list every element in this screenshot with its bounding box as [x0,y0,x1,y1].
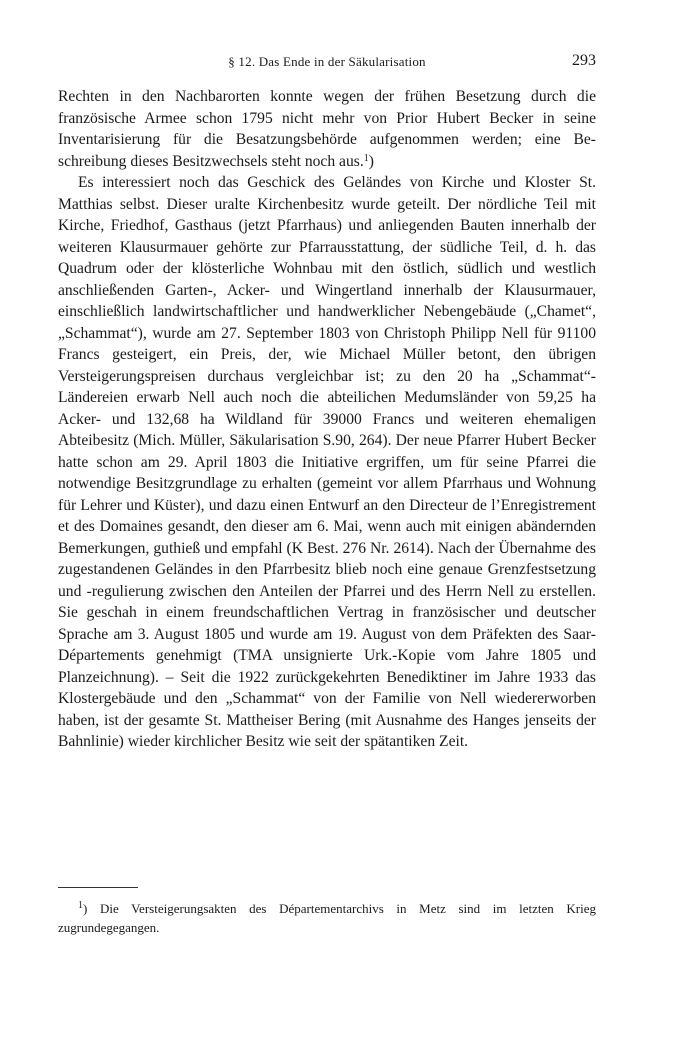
footnote-reference-paren: ) [368,152,374,170]
paragraph: Es interessiert noch das Geschick des Geländes von Kirche und Kloster St. Matthias selbst. Dieser uralte Kirchenbesitz wurde geteilt. Der nördliche Teil mit Kirche, Friedhof, Gasthaus (jetzt Pfarrhaus) und anliegenden Bauten innerhalb der weiteren Klausurmauer gehörte zur Pfarrausstattung, der südliche Teil, d. h. das Quadrum oder der klösterliche Wohnbau mit den östlich, südlich und westlich anschließenden Garten-, Acker- und Wingertland innerhalb der Klausurmauer, einschließlich landwirtschaftlicher und handwerklicher Nebengebäude („Chamet“, „Schammat“), wurde am 27. September 1803 von Christoph Philipp Nell für 91100 Francs gesteigert, ein Preis, der, wie Michael Müller betont, den übrigen Versteigerungspreisen durchaus vergleichbar ist; zu den 20 ha „Schammat“-Ländereien erwarb Nell auch noch die abteilichen Medumsländer von 59,25 ha Acker- und 132,68 ha Wildland für 39000 Francs und weiteren ehemaligen Abteibesitz (Mich. Müller, Säkularisation S.90, 264). Der neue Pfarrer Hubert Becker hatte schon am 29. April 1803 die Initiative ergriffen, um für seine Pfarrei die notwendige Besitzgrundlage zu erhalten (gemeint vor allem Pfarrhaus und Wohnung für Lehrer und Küster), und dazu einen Entwurf an den Directeur de l’Enregistrement et des Domaines gesandt, den dieser am 6. Mai, wenn auch mit einigen abändernden Bemerkungen, guthieß und empfahl (K Best. 276 Nr. 2614). Nach der Übernahme des zugestandenen Geländes in den Pfarrbesitz blieb noch eine genaue Grenzfestsetzung und -regulierung zwischen den Anteilen der Pfarrei und des Herrn Nell zu erstellen. Sie geschah in einem freundschaftlichen Vertrag in französischer und deutscher Sprache am 3. August 1805 und wurde am 19. August von dem Präfekten des Saar-Départements genehmigt (TMA unsignierte Urk.-Kopie vom Jahre 1805 und Planzeichnung). – Seit die 1922 zurückgekehrten Benediktiner im Jahre 1933 das Klostergebäude und den „Schammat“ von der Familie von Nell wiedererworben haben, ist der gesamte St. Mattheiser Bering (mit Ausnahme des Hanges jenseits der Bahnlinie) wieder kirchlicher Besitz wie seit der spätantiken Zeit. [58,174,596,750]
footnote [58,899,596,937]
running-title: § 12. Das Ende in der Säkularisation [228,54,426,69]
paragraph [58,86,596,172]
page-header [58,52,596,72]
footnote-reference: 1 [363,152,369,164]
footnote-marker: 1 [78,900,83,911]
footnote-paragraph [58,899,596,937]
body-text [58,86,596,753]
footnote-text: ) Die Versteigerungsakten des Départementarchivs in Metz sind im letzten Krieg zugrundegegangen. [58,901,596,935]
paragraph-text: Rechten in den Nachbarorten konnte wegen der frühen Besetzung durch die französische Armee schon 1795 nicht mehr von Prior Hubert Becker in seine Inventarisierung für die Besatzungsbehörde aufgenommen werden; eine Beschreibung dieses Besitzwechsels steht noch aus. [58,88,596,170]
footnote-divider [58,887,138,888]
page-number: 293 [572,52,596,69]
